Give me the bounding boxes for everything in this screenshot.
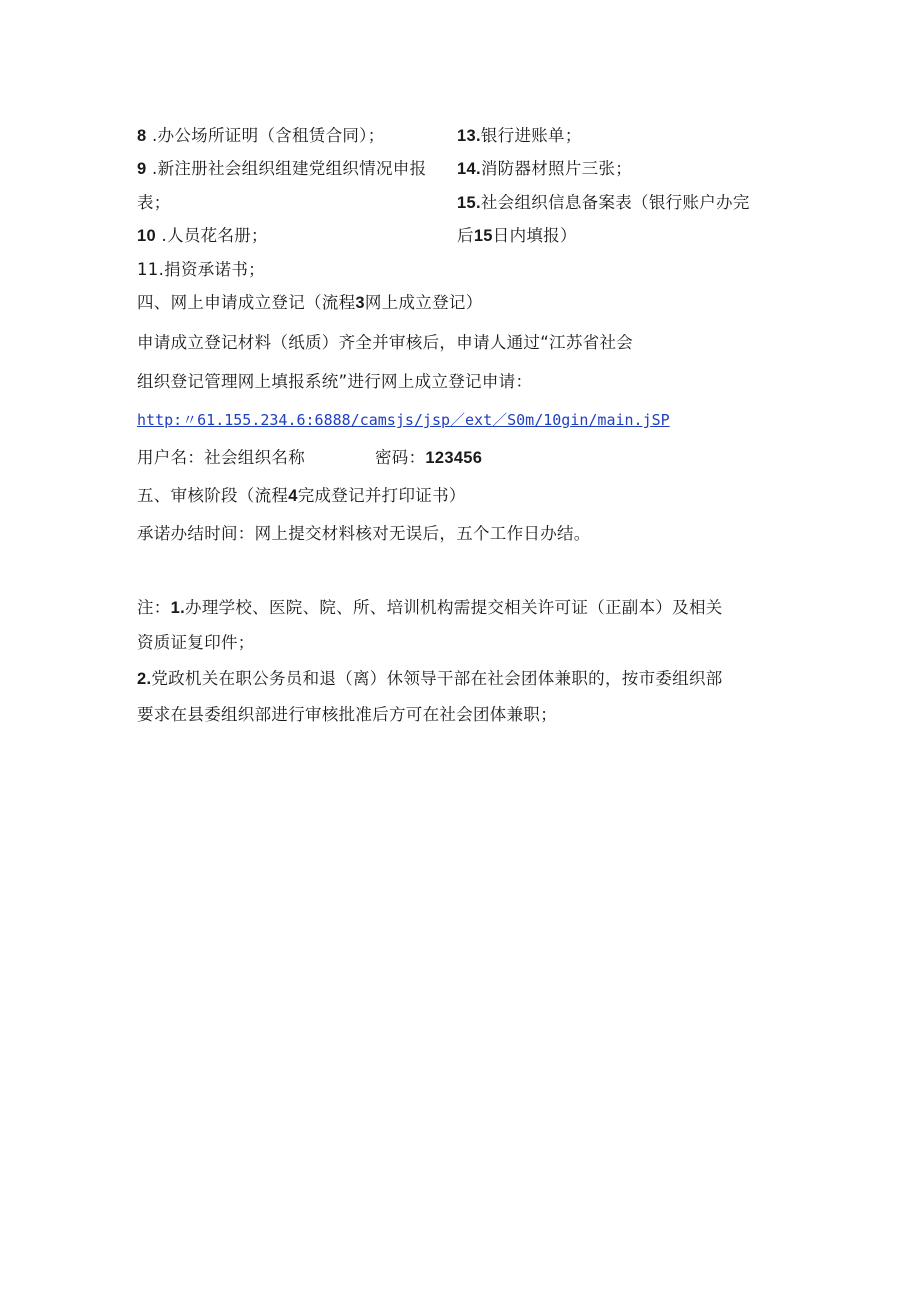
note-text: 办理学校、医院、院、所、培训机构需提交相关许可证（正副本）及相关 <box>184 598 723 617</box>
item-text: .办公场所证明（含租赁合同）； <box>146 126 385 145</box>
item-number: 15 <box>473 227 493 245</box>
requirement-item-11: 11.捐资承诺书； <box>137 260 265 279</box>
requirement-item-8 <box>137 124 385 148</box>
password-label: 密码： <box>375 448 426 467</box>
registration-system-link[interactable]: http:〃61.155.234.6:6888/camsjs/jsp／ext／S0m/10gin/main.jSP <box>137 411 670 429</box>
requirement-item-9-continued: 表； <box>137 193 171 212</box>
heading-number: 4 <box>288 487 298 505</box>
item-number: 13. <box>457 127 481 145</box>
item-text: 日内填报） <box>492 226 577 245</box>
item-text: 消防器材照片三张； <box>480 159 633 178</box>
item-number: 15. <box>457 194 481 212</box>
password-value: 123456 <box>425 449 483 467</box>
requirement-item-15-continued <box>457 224 577 248</box>
item-text: 社会组织信息备案表（银行账户办完 <box>480 193 750 212</box>
section-4-heading <box>137 291 483 315</box>
note-2-line-1 <box>137 667 723 691</box>
note-1-line-2: 资质证复印件； <box>137 633 255 652</box>
requirement-item-14 <box>457 157 632 181</box>
item-number: 14. <box>457 160 481 178</box>
heading-text: 完成登记并打印证书） <box>297 486 466 505</box>
note-number: 2. <box>137 670 152 688</box>
note-prefix: 注： <box>137 598 171 617</box>
section-5-paragraph: 承诺办结时间：网上提交材料核对无误后，五个工作日办结。 <box>137 524 591 543</box>
item-number: 8 <box>137 127 147 145</box>
section-4-paragraph-line-2: 组织登记管理网上填报系统”进行网上成立登记申请： <box>137 372 533 391</box>
heading-text: 五、审核阶段（流程 <box>137 486 289 505</box>
username-label: 用户名：社会组织名称 <box>137 448 305 467</box>
item-number: 9 <box>137 160 147 178</box>
note-number: 1. <box>170 599 185 617</box>
requirement-item-10 <box>137 224 268 248</box>
requirement-item-13 <box>457 124 582 148</box>
requirement-item-15 <box>457 191 750 215</box>
note-1-line-1 <box>137 596 723 620</box>
item-text: .人员花名册； <box>155 226 268 245</box>
item-number: 10 <box>137 227 156 245</box>
requirement-item-9 <box>137 157 426 181</box>
note-text: 党政机关在职公务员和退（离）休领导干部在社会团体兼职的，按市委组织部 <box>151 669 723 688</box>
section-4-paragraph-line-1: 申请成立登记材料（纸质）齐全并审核后，申请人通过“江苏省社会 <box>137 333 634 352</box>
login-credentials <box>137 446 482 470</box>
section-5-heading <box>137 484 466 508</box>
note-2-line-2: 要求在县委组织部进行审核批准后方可在社会团体兼职； <box>137 705 557 724</box>
item-text: .新注册社会组织组建党组织情况申报 <box>146 159 427 178</box>
heading-text: 四、网上申请成立登记（流程 <box>137 293 356 312</box>
heading-text: 网上成立登记） <box>364 293 483 312</box>
item-text: 银行进账单； <box>480 126 582 145</box>
item-text: 后 <box>457 226 474 245</box>
heading-number: 3 <box>355 294 365 312</box>
